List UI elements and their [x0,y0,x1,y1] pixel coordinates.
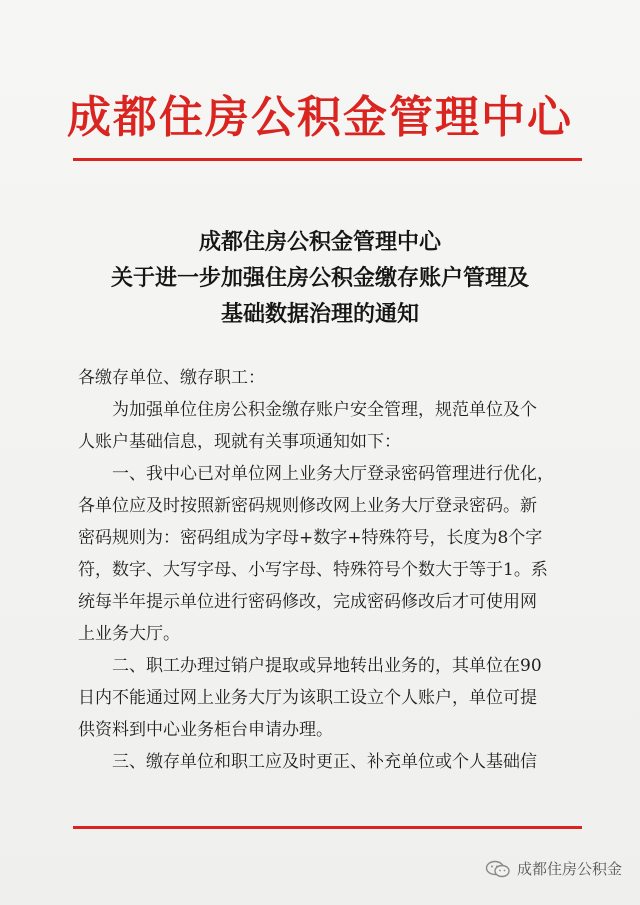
body-line: 一、我中心已对单位网上业务大厅登录密码管理进行优化， [78,464,554,484]
body-line: 符，数字、大写字母、小写字母、特殊符号个数大于等于1。系 [78,560,548,580]
notice-title-line-2: 关于进一步加强住房公积金缴存账户管理及 [110,266,529,291]
footer-red-rule [73,826,582,829]
body-line: 各单位应及时按照新密码规则修改网上业务大厅登录密码。新 [78,496,537,516]
notice-title-line-1: 成都住房公积金管理中心 [198,230,441,255]
letterhead-red-rule [73,158,582,161]
watermark-text: 成都住房公积金 [516,860,622,878]
body-line: 三、缴存单位和职工应及时更正、补充单位或个人基础信 [78,752,537,772]
wechat-watermark [485,858,622,879]
salutation: 各缴存单位、缴存职工： [78,368,265,388]
body-line: 二、职工办理过销户提取或异地转出业务的，其单位在90 [78,656,542,676]
body-line: 人账户基础信息，现就有关事项通知如下： [78,432,401,452]
body-line: 为加强单位住房公积金缴存账户安全管理，规范单位及个 [78,400,537,420]
notice-title-line-3: 基础数据治理的通知 [220,302,419,327]
body-line: 日内不能通过网上业务大厅为该职工设立个人账户，单位可提 [78,688,537,708]
body-line: 密码规则为：密码组成为字母+数字+特殊符号，长度为8个字 [78,528,543,548]
body-line: 统每半年提示单位进行密码修改，完成密码修改后才可使用网 [78,592,537,612]
letterhead-title: 成都住房公积金管理中心 [67,92,573,143]
body-line: 上业务大厅。 [78,624,180,644]
wechat-icon [485,860,511,878]
body-line: 供资料到中心业务柜台申请办理。 [78,720,333,740]
